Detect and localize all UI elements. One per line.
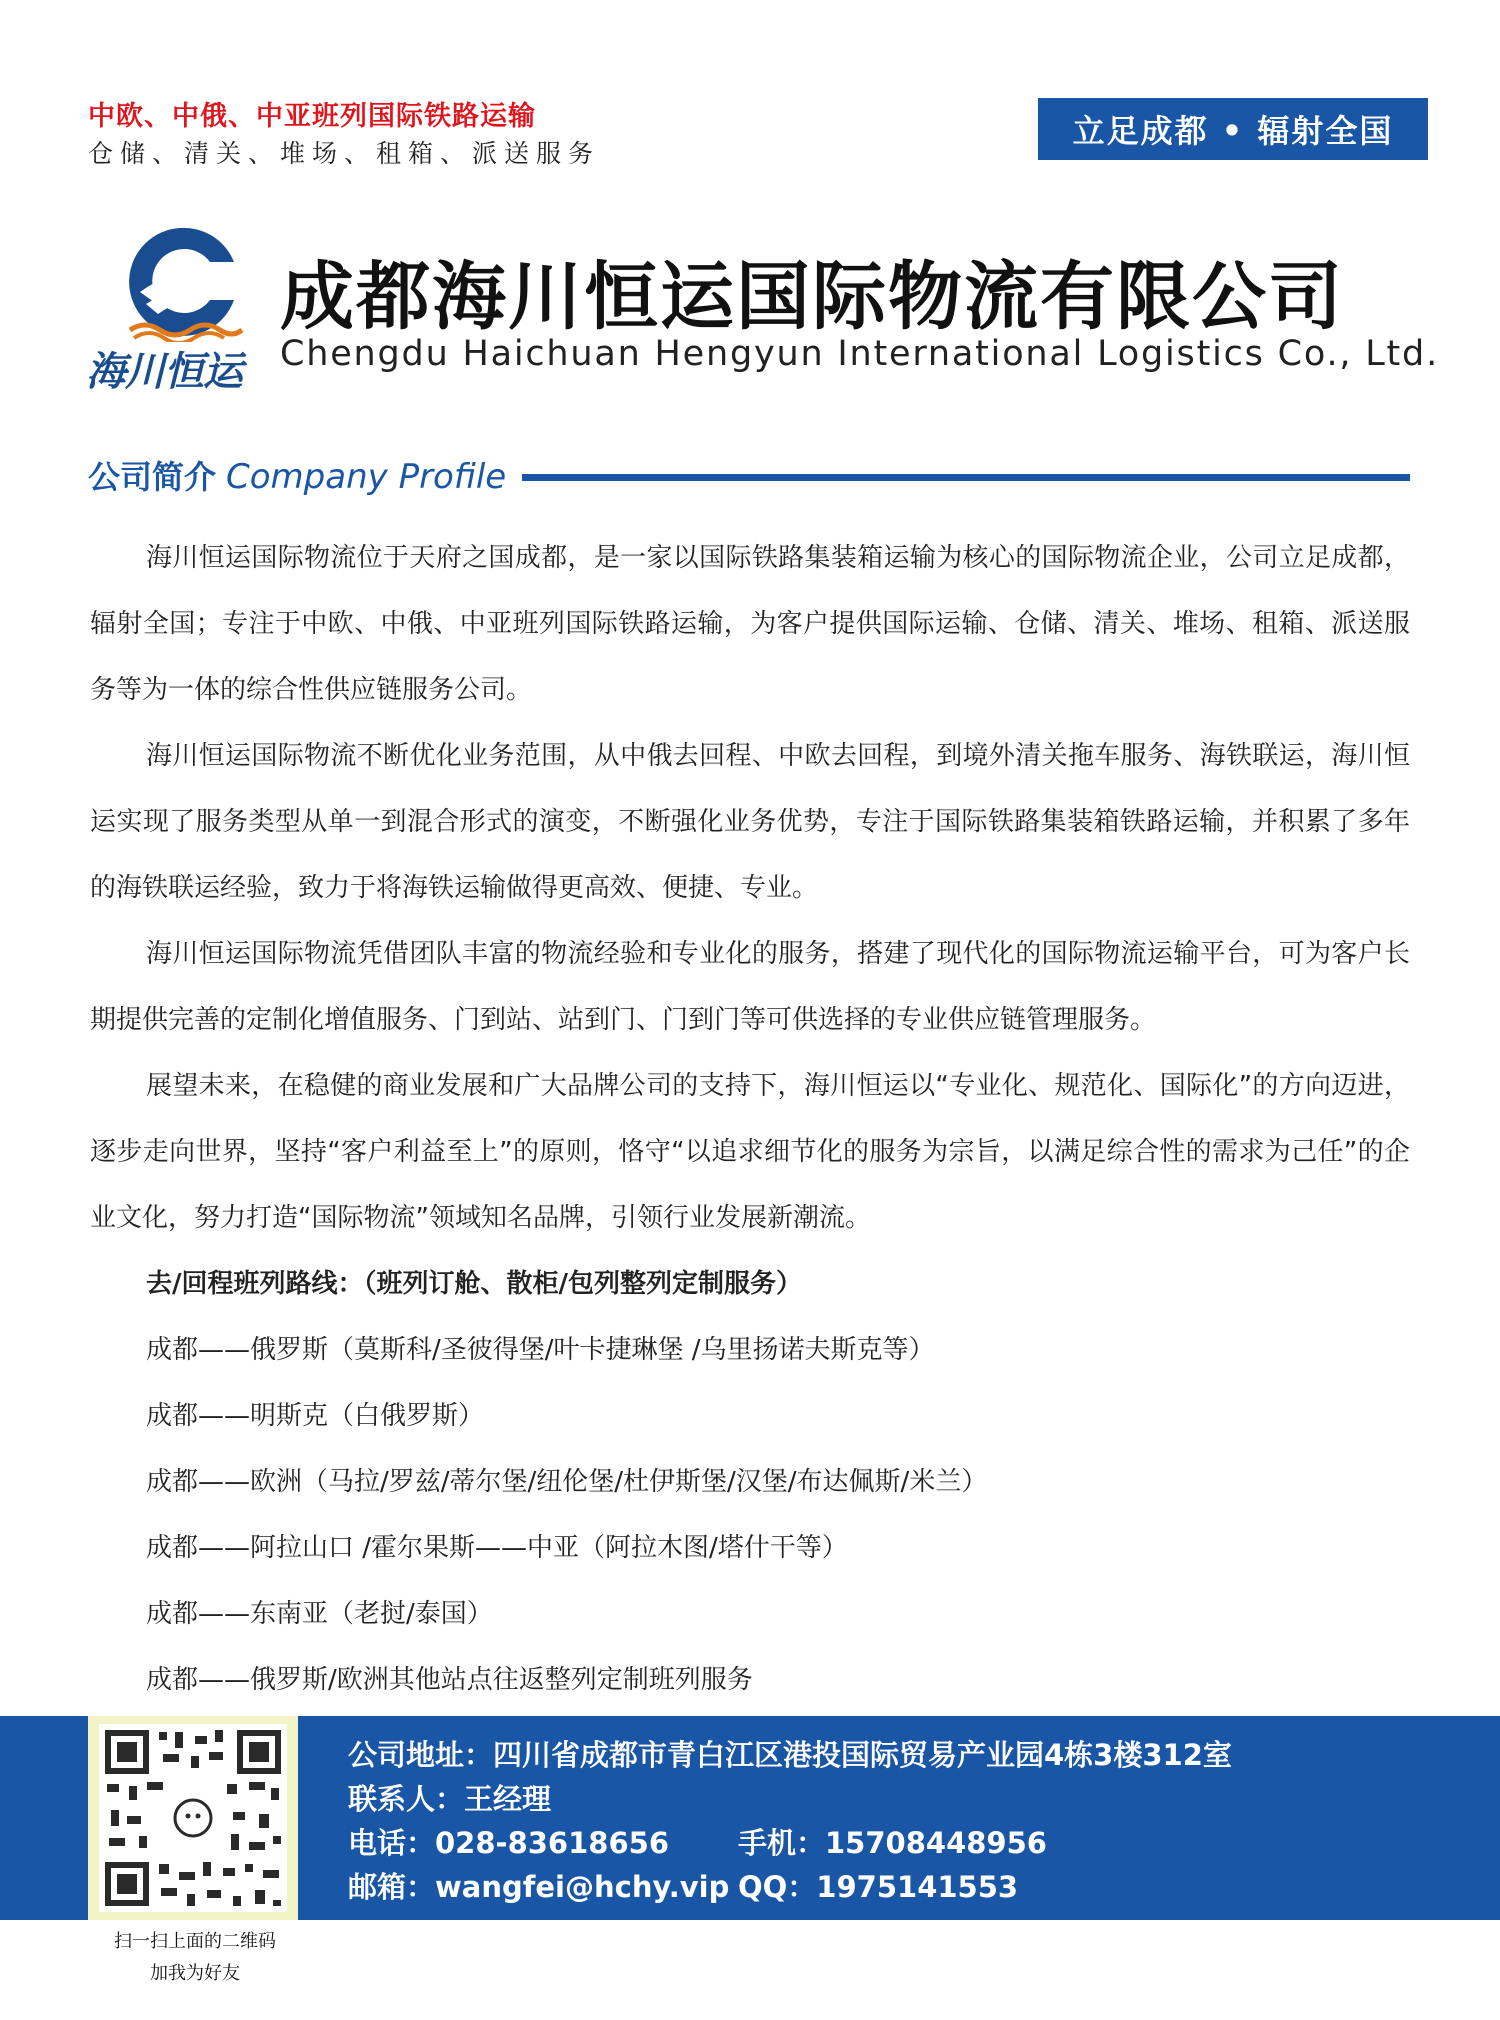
qr-caption-line2: 加我为好友 xyxy=(150,1963,240,1984)
section-heading-cn: 公司简介 xyxy=(88,458,217,496)
contact-address: 公司地址：四川省成都市青白江区港投国际贸易产业园4栋3楼312室 xyxy=(348,1738,1232,1772)
company-name-en: Chengdu Haichuan Hengyun International Logistics Co., Ltd. xyxy=(280,334,1439,374)
contact-phone[interactable]: 电话：028-83618656 xyxy=(348,1826,669,1860)
routes-list xyxy=(90,1251,1410,1713)
contact-mobile[interactable]: 手机：15708448956 xyxy=(738,1826,1047,1860)
route-item: 成都——欧洲（马拉/罗兹/蒂尔堡/纽伦堡/杜伊斯堡/汉堡/布达佩斯/米兰） xyxy=(146,1467,988,1497)
contact-email[interactable]: 邮箱：wangfei@hchy.vip xyxy=(348,1870,730,1904)
qr-code-icon[interactable] xyxy=(99,1724,287,1912)
profile-paragraph: 海川恒运国际物流位于天府之国成都，是一家以国际铁路集装箱运输为核心的国际物流企业，公司立足成都，辐射全国；专注于中欧、中俄、中亚班列国际铁路运输，为客户提供国际运输、仓储、清关、堆场、租箱、派送服务等为一体的综合性供应链服务公司。 xyxy=(90,543,1410,705)
route-item: 成都——俄罗斯（莫斯科/圣彼得堡/叶卡捷琳堡 /乌里扬诺夫斯克等） xyxy=(146,1335,935,1365)
profile-paragraph: 展望未来，在稳健的商业发展和广大品牌公司的支持下，海川恒运以“专业化、规范化、国际化”的方向迈进，逐步走向世界，坚持“客户利益至上”的原则，恪守“以追求细节化的服务为宗旨，以满足综合性的需求为己任”的企业文化，努力打造“国际物流”领域知名品牌，引领行业发展新潮流。 xyxy=(90,1071,1410,1233)
section-divider xyxy=(522,474,1410,481)
section-heading-en: Company Profile xyxy=(226,457,507,497)
route-item: 成都——明斯克（白俄罗斯） xyxy=(146,1401,485,1431)
route-item: 成都——东南亚（老挝/泰国） xyxy=(146,1599,493,1629)
logo-wordmark: 海川恒运 xyxy=(86,349,242,395)
contact-info xyxy=(348,1733,1232,1909)
company-logo-icon xyxy=(110,222,250,342)
slogan-banner: 立足成都 • 辐射全国 xyxy=(1038,98,1428,160)
tagline-services: 仓储、清关、堆场、租箱、派送服务 xyxy=(88,139,601,168)
routes-title: 去/回程班列路线：（班列订舱、散柜/包列整列定制服务） xyxy=(146,1269,802,1299)
tagline-routes: 中欧、中俄、中亚班列国际铁路运输 xyxy=(88,101,536,132)
company-name-cn: 成都海川恒运国际物流有限公司 xyxy=(280,254,1344,340)
route-item: 成都——俄罗斯/欧洲其他站点往返整列定制班列服务 xyxy=(146,1665,753,1695)
profile-paragraph: 海川恒运国际物流凭借团队丰富的物流经验和专业化的服务，搭建了现代化的国际物流运输平台，可为客户长期提供完善的定制化增值服务、门到站、站到门、门到门等可供选择的专业供应链管理服务。 xyxy=(90,939,1410,1035)
qr-caption-line1: 扫一扫上面的二维码 xyxy=(114,1931,276,1952)
qr-caption xyxy=(60,1926,330,1990)
profile-body xyxy=(90,525,1410,1713)
profile-paragraph: 海川恒运国际物流不断优化业务范围，从中俄去回程、中欧去回程，到境外清关拖车服务、海铁联运，海川恒运实现了服务类型从单一到混合形式的演变，不断强化业务优势，专注于国际铁路集装箱铁路运输，并积累了多年的海铁联运经验，致力于将海铁运输做得更高效、便捷、专业。 xyxy=(90,741,1410,903)
section-heading xyxy=(88,452,506,498)
contact-qq[interactable]: QQ：1975141553 xyxy=(738,1870,1019,1904)
contact-person: 联系人：王经理 xyxy=(348,1782,552,1816)
route-item: 成都——阿拉山口 /霍尔果斯——中亚（阿拉木图/塔什干等） xyxy=(146,1533,848,1563)
